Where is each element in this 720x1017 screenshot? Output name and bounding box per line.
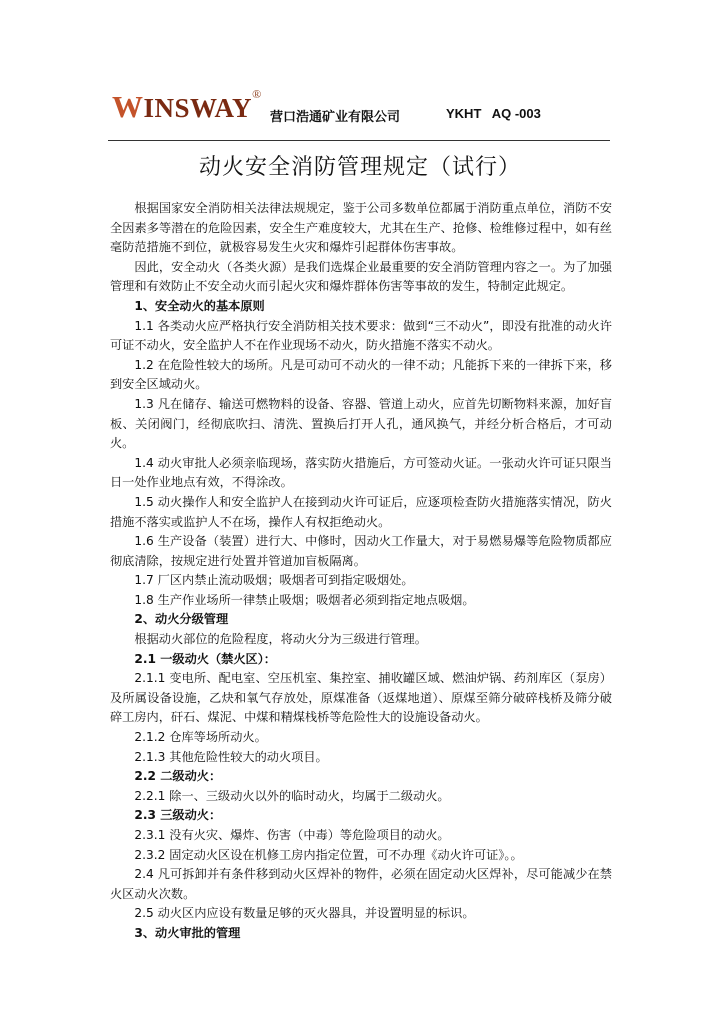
- document-body: [110, 199, 612, 944]
- body-paragraph: 2.2.1 除一、三级动火以外的临时动火，均属于二级动火。: [134, 788, 450, 803]
- logo-initial: W: [112, 89, 144, 124]
- header-divider: [108, 140, 610, 141]
- body-paragraph: 2.1.2 仓库等场所动火。: [134, 730, 267, 745]
- body-paragraph: 根据国家安全消防相关法律法规规定，鉴于公司多数单位都属于消防重点单位，消防不安全因素多等潜在的危险因素，安全生产难度较大，尤其在生产、抢修、检维修过程中，如有丝毫防范措施不到位，就极容易发生火灾和爆炸引起群体伤害事故。: [110, 201, 612, 255]
- body-paragraph: 2.3.2 固定动火区设在机修工房内指定位置，可不办理《动火许可证》。。: [134, 847, 523, 862]
- section-heading: 2、动火分级管理: [134, 612, 229, 627]
- logo-wordmark: INSWAY: [143, 93, 253, 123]
- section-heading: 3、动火审批的管理: [134, 925, 241, 940]
- body-paragraph: 因此，安全动火（各类火源）是我们选煤企业最重要的安全消防管理内容之一。为了加强管理和有效防止不安全动火而引起火灾和爆炸群体伤害等事故的发生，特制定此规定。: [110, 259, 612, 294]
- company-name: 营口浩通矿业有限公司: [270, 110, 401, 125]
- subsection-heading: 2.2 二级动火：: [134, 769, 222, 784]
- body-paragraph: 1.1 各类动火应严格执行安全消防相关技术要求：做到“三不动火”，即没有批准的动火许可证不动火，安全监护人不在作业现场不动火，防火措施不落实不动火。: [110, 318, 612, 353]
- document-title: 动火安全消防管理规定（试行）: [198, 155, 521, 180]
- body-paragraph: 1.3 凡在储存、输送可燃物料的设备、容器、管道上动火，应首先切断物料来源，加好盲板、关闭阀门，经彻底吹扫、清洗、置换后打开人孔，通风换气，并经分析合格后，才可动火。: [110, 396, 612, 451]
- subsection-heading: 2.3 三级动火：: [134, 808, 222, 823]
- body-paragraph: 1.2 在危险性较大的场所。凡是可动可不动火的一律不动；凡能拆下来的一律拆下来，移到安全区域动火。: [110, 357, 612, 392]
- body-paragraph: 1.8 生产作业场所一律禁止吸烟；吸烟者必须到指定地点吸烟。: [134, 592, 475, 607]
- body-paragraph: 1.7 厂区内禁止流动吸烟；吸烟者可到指定吸烟处。: [134, 573, 414, 588]
- winsway-logo: [112, 89, 262, 125]
- section-heading: 1、安全动火的基本原则: [134, 298, 265, 313]
- body-paragraph: 2.1.1 变电所、配电室、空压机室、集控室、捕收罐区域、燃油炉锅、药剂库区（泵房）及所属设备设施，乙炔和氧气存放处，原煤准备（返煤地道）、原煤至筛分破碎栈桥及筛分破碎工房内，矸石、煤泥、中煤和精煤栈桥等危险性大的设施设备动火。: [110, 671, 612, 725]
- body-paragraph: 2.3.1 没有火灾、爆炸、伤害（中毒）等危险项目的动火。: [134, 828, 450, 842]
- body-paragraph: 根据动火部位的危险程度，将动火分为三级进行管理。: [134, 632, 427, 647]
- body-paragraph: 1.5 动火操作人和安全监护人在接到动火许可证后，应逐项检查防火措施落实情况，防火措施不落实或监护人不在场，操作人有权拒绝动火。: [110, 494, 612, 529]
- document-number: YKHT AQ -003: [446, 106, 541, 121]
- body-paragraph: 2.5 动火区内应设有数量足够的灭火器具，并设置明显的标识。: [134, 906, 475, 921]
- registered-mark: ®: [252, 87, 262, 101]
- body-paragraph: 1.4 动火审批人必须亲临现场，落实防火措施后，方可签动火证。一张动火许可证只限当日一处作业地点有效，不得涂改。: [110, 455, 612, 490]
- page-header: [110, 85, 610, 137]
- body-paragraph: 2.1.3 其他危险性较大的动火项目。: [134, 749, 328, 764]
- subsection-heading: 2.1 一级动火（禁火区）：: [134, 651, 276, 666]
- body-paragraph: 2.4 凡可拆卸并有条件移到动火区焊补的物件，必须在固定动火区焊补，尽可能减少在禁火区动火次数。: [110, 867, 612, 901]
- body-paragraph: 1.6 生产设备（装置）进行大、中修时，因动火工作量大，对于易燃易爆等危险物质都应彻底清除，按规定进行处置并管道加盲板隔离。: [110, 534, 612, 568]
